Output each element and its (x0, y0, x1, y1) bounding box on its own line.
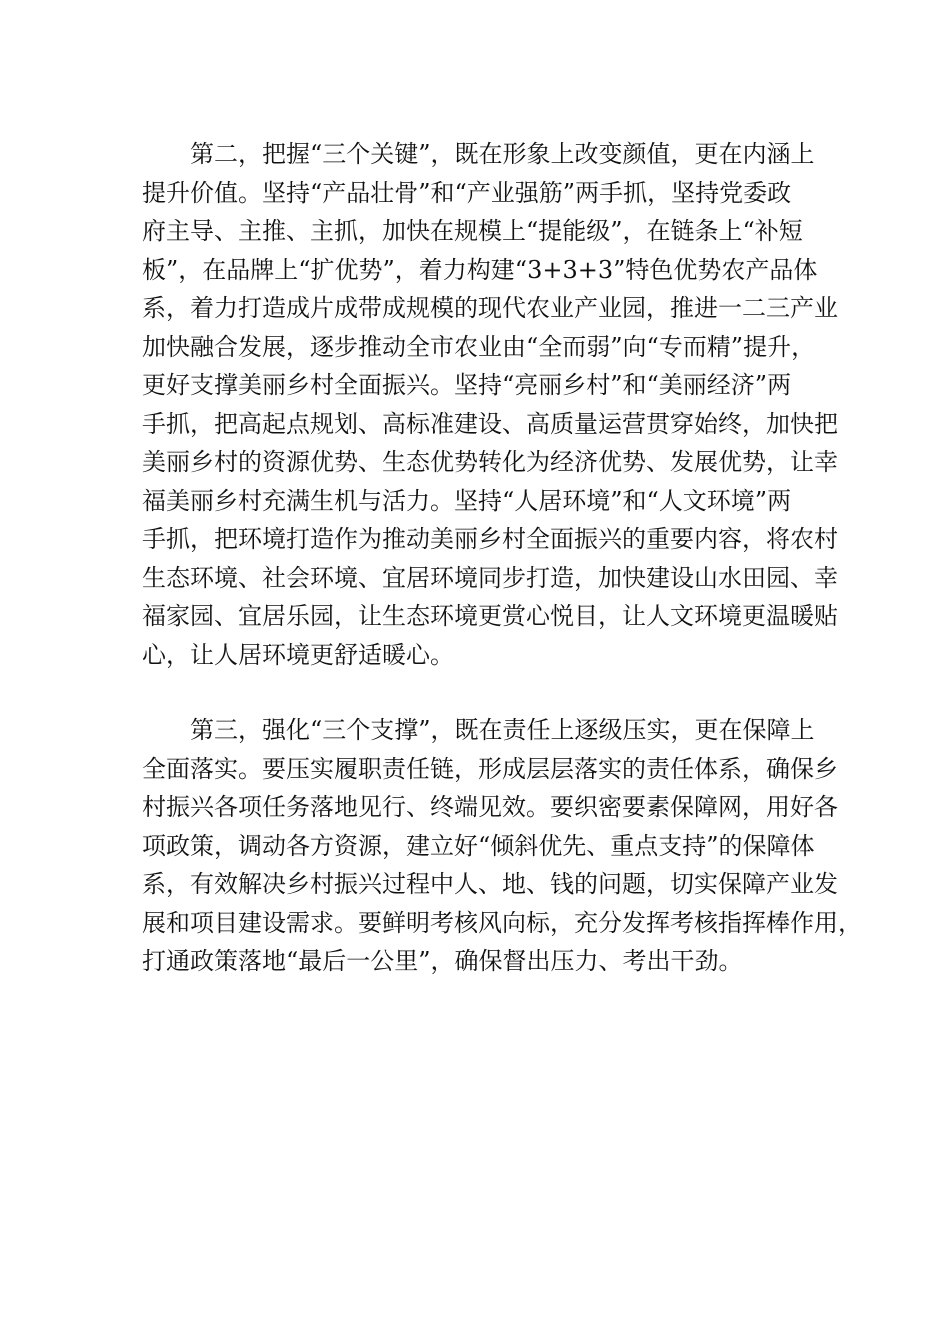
text-line: 福家园、宜居乐园，让生态环境更赏心悦目，让人文环境更温暖贴 (142, 602, 838, 630)
text-line: 手抓，把高起点规划、高标准建设、高质量运营贯穿始终，加快把 (142, 409, 838, 438)
text-line: 第二，把握“三个关键”，既在形象上改变颜值，更在内涵上 (142, 140, 815, 168)
text-line: 美丽乡村的资源优势、生态优势转化为经济优势、发展优势，让幸 (142, 448, 838, 476)
paragraph-third-point (142, 711, 862, 981)
text-line: 府主导、主推、主抓，加快在规模上“提能级”，在链条上“补短 (142, 217, 803, 245)
text-line: 加快融合发展，逐步推动全市农业由“全而弱”向“专而精”提升， (142, 332, 816, 361)
text-line: 系，有效解决乡村振兴过程中人、地、钱的问题，切实保障产业发 (142, 870, 838, 898)
text-line: 展和项目建设需求。要鲜明考核风向标，充分发挥考核指挥棒作用， (142, 908, 862, 937)
text-line: 更好支撑美丽乡村全面振兴。坚持“亮丽乡村”和“美丽经济”两 (142, 371, 792, 399)
paragraph-second-point (142, 135, 838, 674)
text-line: 项政策，调动各方资源，建立好“倾斜优先、重点支持”的保障体 (142, 831, 815, 860)
text-line: 手抓，把环境打造作为推动美丽乡村全面振兴的重要内容，将农村 (142, 525, 838, 553)
text-line: 全面落实。要压实履职责任链，形成层层落实的责任体系，确保乡 (142, 754, 838, 783)
text-line: 打通政策落地“最后一公里”，确保督出压力、考出干劲。 (142, 947, 743, 975)
text-line: 生态环境、社会环境、宜居环境同步打造，加快建设山水田园、幸 (142, 563, 838, 592)
text-line: 系，着力打造成片成带成规模的现代农业产业园，推进一二三产业 (142, 294, 838, 322)
text-line: 福美丽乡村充满生机与活力。坚持“人居环境”和“人文环境”两 (142, 486, 792, 515)
text-line: 心，让人居环境更舒适暖心。 (142, 640, 454, 669)
text-line: 板”，在品牌上“扩优势”，着力构建“3+3+3”特色优势农产品体 (142, 255, 818, 284)
text-line: 提升价值。坚持“产品壮骨”和“产业强筋”两手抓，坚持党委政 (142, 178, 792, 207)
text-line: 第三，强化“三个支撑”，既在责任上逐级压实，更在保障上 (142, 716, 815, 744)
text-line: 村振兴各项任务落地见行、终端见效。要织密要素保障网，用好各 (142, 793, 838, 821)
